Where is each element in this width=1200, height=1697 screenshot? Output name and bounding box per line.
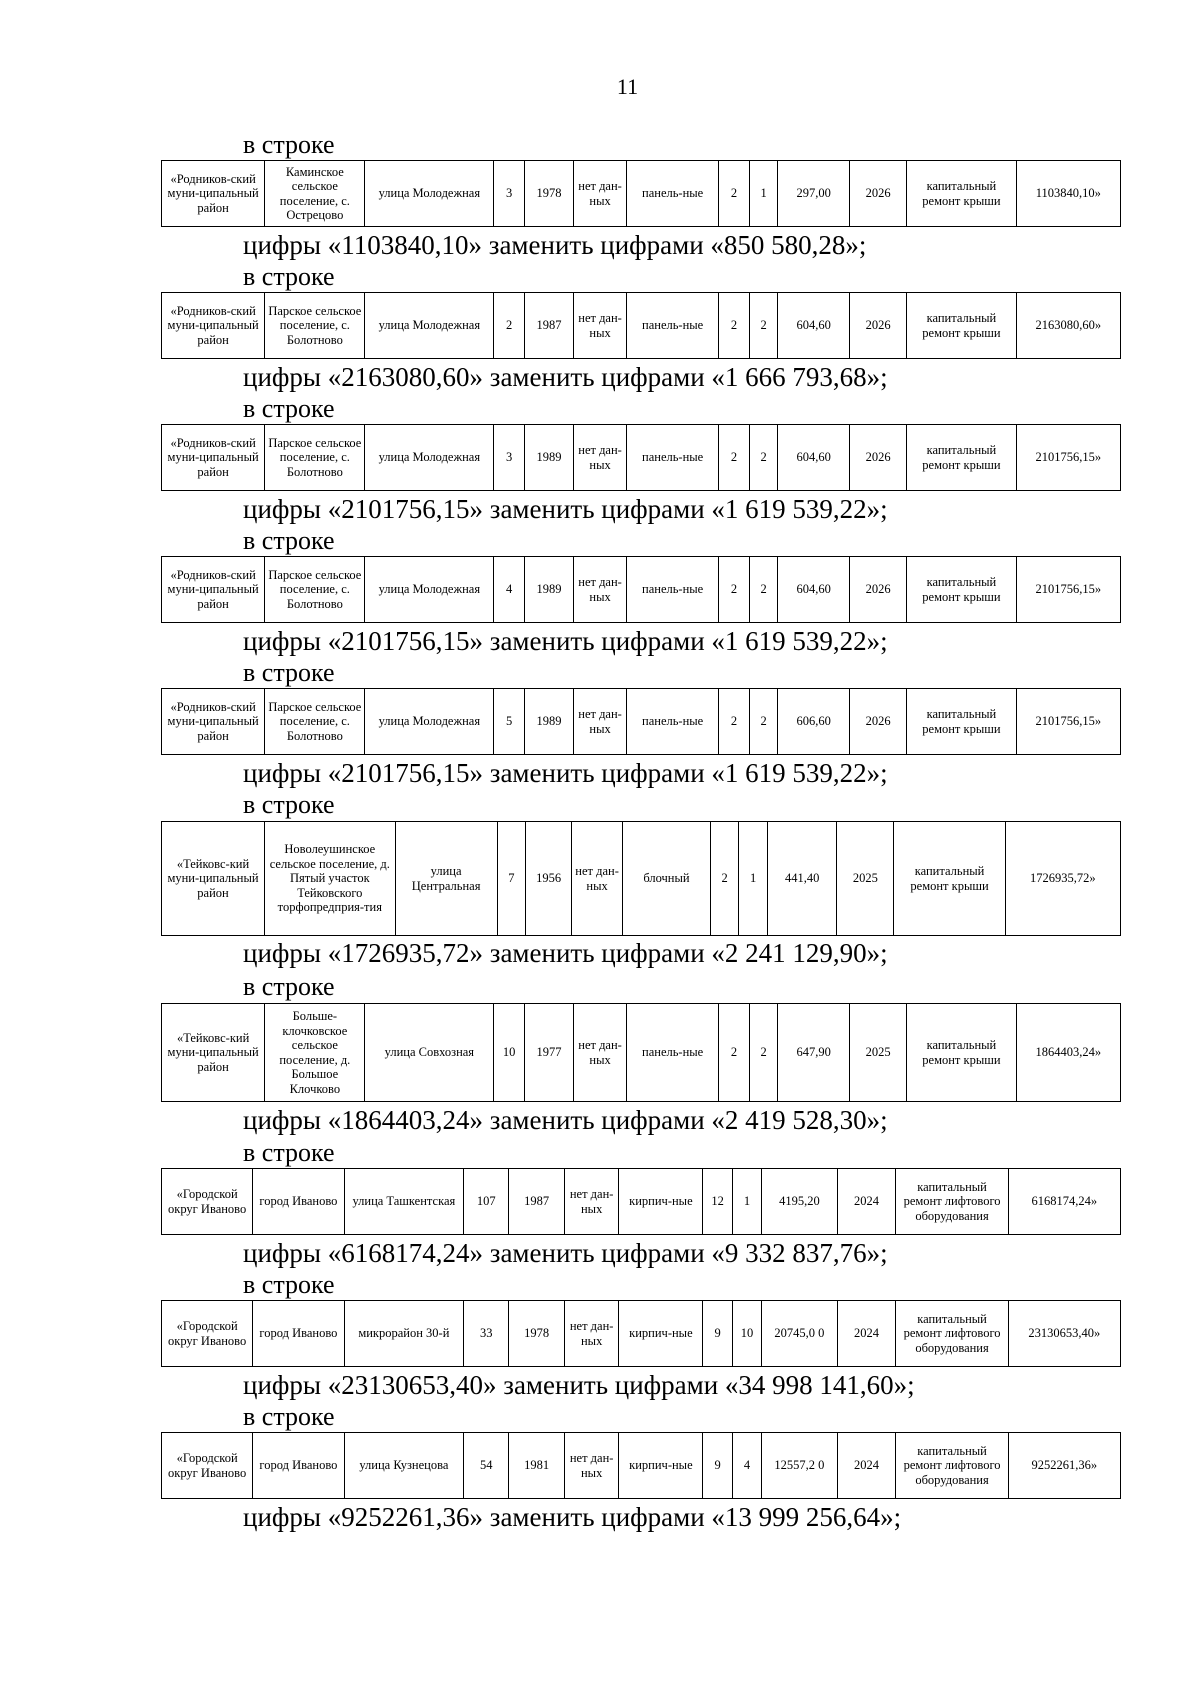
cell-work-type: капитальный ремонт крыши [907,557,1016,623]
cell-work-type: капитальный ремонт крыши [907,1004,1016,1102]
cell-year: 1989 [524,557,573,623]
intro-text: в строке [243,394,335,423]
cell-house-number: 3 [494,161,525,227]
cell-work-type: капитальный ремонт крыши [907,293,1016,359]
cell-wall-material: панель-ные [627,425,719,491]
cell-entrances: 1 [749,161,778,227]
replacement-text: цифры «6168174,24» заменить цифрами «9 332 837,76»; [243,1238,888,1268]
cell-amount: 2101756,15» [1016,689,1120,755]
cell-no-data: нет дан-ных [573,1004,626,1102]
cell-house-number: 10 [494,1004,525,1102]
cell-year: 1977 [524,1004,573,1102]
cell-wall-material: блочный [623,822,711,936]
data-table [161,1168,1121,1235]
cell-settlement: Больше-клочковское сельское поселение, д. Большое Клочково [265,1004,365,1102]
table-row [162,425,1121,491]
cell-no-data: нет дан-ных [573,557,626,623]
cell-house-number: 33 [464,1301,509,1367]
intro-text: в строке [243,130,335,159]
cell-street: улица Молодежная [365,161,494,227]
cell-floors: 2 [719,557,750,623]
cell-settlement: Парское сельское поселение, с. Болотново [265,557,365,623]
cell-year-planned: 2026 [849,557,906,623]
cell-no-data: нет дан-ных [564,1433,619,1499]
cell-street: улица Совхозная [365,1004,494,1102]
replacement-text: цифры «2101756,15» заменить цифрами «1 619 539,22»; [243,626,888,656]
cell-area: 604,60 [778,425,850,491]
table-row [162,1004,1121,1102]
intro-text: в строке [243,972,335,1001]
data-table [161,688,1121,755]
cell-district: «Родников-ский муни-ципальный район [162,425,265,491]
cell-year-planned: 2024 [837,1433,896,1499]
replacement-text: цифры «23130653,40» заменить цифрами «34 998 141,60»; [243,1370,915,1400]
cell-year-planned: 2026 [849,293,906,359]
cell-entrances: 4 [732,1433,761,1499]
table-row [162,822,1121,936]
cell-house-number: 7 [497,822,526,936]
cell-entrances: 2 [749,425,778,491]
cell-floors: 2 [719,425,750,491]
intro-text: в строке [243,1270,335,1299]
cell-amount: 6168174,24» [1008,1169,1120,1235]
cell-amount: 1864403,24» [1016,1004,1120,1102]
cell-area: 441,40 [767,822,836,936]
cell-house-number: 107 [464,1169,509,1235]
cell-settlement: Каминское сельское поселение, с. Острецово [265,161,365,227]
cell-wall-material: панель-ные [627,293,719,359]
replacement-text: цифры «1103840,10» заменить цифрами «850 580,28»; [243,230,867,260]
cell-district: «Родников-ский муни-ципальный район [162,689,265,755]
cell-street: улица Молодежная [365,689,494,755]
data-table [161,1003,1121,1102]
cell-year-planned: 2026 [849,425,906,491]
cell-floors: 12 [703,1169,732,1235]
replacement-text: цифры «2163080,60» заменить цифрами «1 666 793,68»; [243,362,888,392]
cell-year: 1978 [524,161,573,227]
cell-settlement: город Иваново [253,1301,344,1367]
cell-work-type: капитальный ремонт крыши [894,822,1005,936]
data-table [161,424,1121,491]
cell-work-type: капитальный ремонт лифтового оборудования [896,1169,1008,1235]
cell-work-type: капитальный ремонт крыши [907,161,1016,227]
cell-year-planned: 2025 [849,1004,906,1102]
cell-floors: 2 [719,1004,750,1102]
cell-floors: 2 [719,689,750,755]
cell-entrances: 2 [749,689,778,755]
cell-district: «Родников-ский муни-ципальный район [162,557,265,623]
cell-amount: 1103840,10» [1016,161,1120,227]
cell-settlement: город Иваново [253,1169,344,1235]
cell-house-number: 54 [464,1433,509,1499]
table-row [162,1169,1121,1235]
replacement-text: цифры «1864403,24» заменить цифрами «2 419 528,30»; [243,1105,888,1135]
cell-settlement: Парское сельское поселение, с. Болотново [265,425,365,491]
cell-district: «Городской округ Иваново [162,1301,253,1367]
cell-area: 604,60 [778,557,850,623]
cell-no-data: нет дан-ных [564,1301,619,1367]
cell-no-data: нет дан-ных [573,161,626,227]
cell-entrances: 2 [749,1004,778,1102]
cell-entrances: 2 [749,557,778,623]
data-table [161,292,1121,359]
intro-text: в строке [243,526,335,555]
cell-floors: 2 [719,161,750,227]
cell-no-data: нет дан-ных [573,425,626,491]
cell-area: 297,00 [778,161,850,227]
table-row [162,557,1121,623]
cell-amount: 2101756,15» [1016,425,1120,491]
cell-entrances: 2 [749,293,778,359]
cell-wall-material: панель-ные [627,689,719,755]
table-row [162,689,1121,755]
intro-text: в строке [243,1138,335,1167]
cell-entrances: 10 [732,1301,761,1367]
cell-floors: 9 [703,1301,732,1367]
cell-settlement: Парское сельское поселение, с. Болотново [265,293,365,359]
cell-floors: 2 [719,293,750,359]
cell-year: 1987 [509,1169,565,1235]
replacement-text: цифры «1726935,72» заменить цифрами «2 241 129,90»; [243,938,888,968]
cell-year-planned: 2024 [837,1301,896,1367]
cell-district: «Городской округ Иваново [162,1433,253,1499]
table-row [162,1301,1121,1367]
cell-house-number: 2 [494,293,525,359]
cell-area: 606,60 [778,689,850,755]
replacement-text: цифры «9252261,36» заменить цифрами «13 999 256,64»; [243,1502,902,1532]
table-row [162,1433,1121,1499]
cell-amount: 2101756,15» [1016,557,1120,623]
cell-work-type: капитальный ремонт лифтового оборудования [896,1433,1008,1499]
cell-year: 1989 [524,689,573,755]
cell-settlement: город Иваново [253,1433,344,1499]
cell-street: микрорайон 30-й [344,1301,464,1367]
intro-text: в строке [243,1402,335,1431]
cell-year-planned: 2025 [837,822,894,936]
data-table [161,556,1121,623]
cell-area: 20745,0 0 [762,1301,838,1367]
cell-year-planned: 2026 [849,689,906,755]
cell-wall-material: кирпич-ные [619,1169,703,1235]
cell-settlement: Новолеушинское сельское поселение, д. Пятый участок Тейковского торфопредприя-тия [265,822,396,936]
cell-house-number: 5 [494,689,525,755]
data-table [161,821,1121,936]
cell-no-data: нет дан-ных [573,293,626,359]
replacement-text: цифры «2101756,15» заменить цифрами «1 619 539,22»; [243,494,888,524]
cell-year-planned: 2026 [849,161,906,227]
cell-district: «Родников-ский муни-ципальный район [162,293,265,359]
cell-street: улица Кузнецова [344,1433,464,1499]
cell-district: «Родников-ский муни-ципальный район [162,161,265,227]
data-table [161,1432,1121,1499]
table-row [162,293,1121,359]
table-row [162,161,1121,227]
cell-amount: 1726935,72» [1005,822,1120,936]
cell-no-data: нет дан-ных [573,689,626,755]
cell-year-planned: 2024 [837,1169,896,1235]
cell-amount: 9252261,36» [1008,1433,1120,1499]
cell-work-type: капитальный ремонт крыши [907,689,1016,755]
cell-entrances: 1 [739,822,768,936]
cell-settlement: Парское сельское поселение, с. Болотново [265,689,365,755]
cell-year: 1989 [524,425,573,491]
cell-district: «Тейковс-кий муни-ципальный район [162,1004,265,1102]
cell-work-type: капитальный ремонт лифтового оборудования [896,1301,1008,1367]
cell-no-data: нет дан-ных [564,1169,619,1235]
cell-district: «Городской округ Иваново [162,1169,253,1235]
cell-wall-material: кирпич-ные [619,1433,703,1499]
cell-floors: 2 [710,822,739,936]
cell-no-data: нет дан-ных [572,822,623,936]
cell-wall-material: панель-ные [627,161,719,227]
cell-wall-material: кирпич-ные [619,1301,703,1367]
cell-area: 12557,2 0 [762,1433,838,1499]
cell-amount: 23130653,40» [1008,1301,1120,1367]
intro-text: в строке [243,790,335,819]
cell-street: улица Ташкентская [344,1169,464,1235]
cell-year: 1978 [509,1301,565,1367]
cell-entrances: 1 [732,1169,761,1235]
cell-year: 1981 [509,1433,565,1499]
cell-wall-material: панель-ные [627,557,719,623]
cell-floors: 9 [703,1433,732,1499]
cell-area: 647,90 [778,1004,850,1102]
data-table [161,160,1121,227]
cell-year: 1987 [524,293,573,359]
intro-text: в строке [243,658,335,687]
cell-street: улица Молодежная [365,293,494,359]
cell-wall-material: панель-ные [627,1004,719,1102]
cell-house-number: 3 [494,425,525,491]
cell-street: улица Молодежная [365,425,494,491]
cell-street: улица Центральная [395,822,497,936]
data-table [161,1300,1121,1367]
cell-district: «Тейковс-кий муни-ципальный район [162,822,265,936]
cell-area: 4195,20 [762,1169,838,1235]
page-number: 11 [616,74,639,99]
cell-amount: 2163080,60» [1016,293,1120,359]
intro-text: в строке [243,262,335,291]
cell-year: 1956 [526,822,572,936]
cell-house-number: 4 [494,557,525,623]
replacement-text: цифры «2101756,15» заменить цифрами «1 619 539,22»; [243,758,888,788]
cell-street: улица Молодежная [365,557,494,623]
cell-work-type: капитальный ремонт крыши [907,425,1016,491]
cell-area: 604,60 [778,293,850,359]
